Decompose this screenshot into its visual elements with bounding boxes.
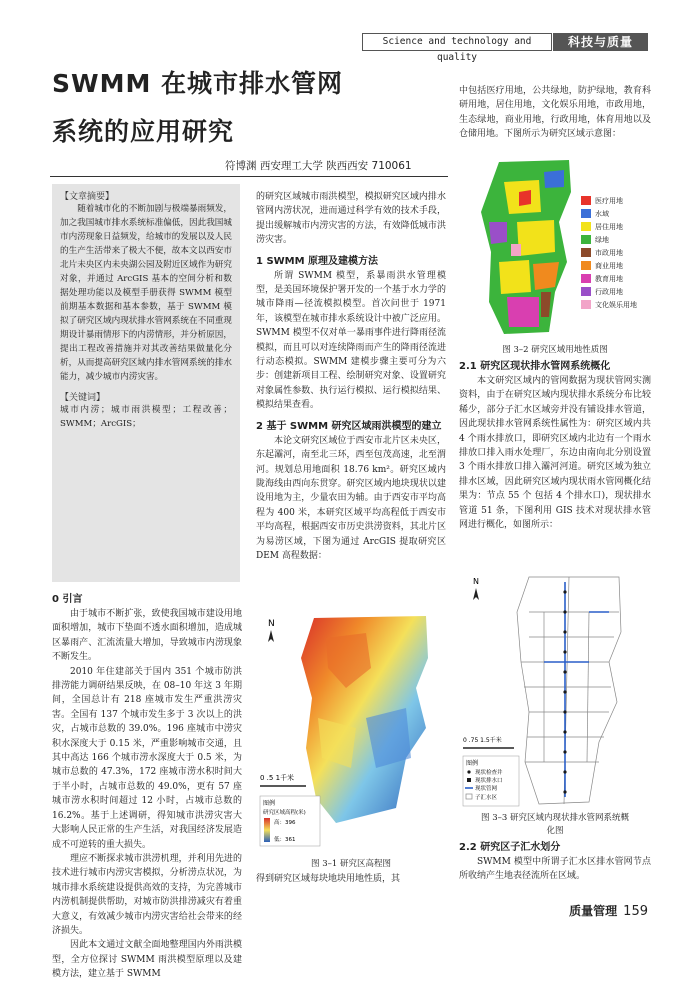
dem-elevation-map [256,598,446,858]
paragraph: 本文研究区域内的管网数据为现状管网实测资料，由于在研究区域内现状排水系统分布比较稀少，部分子汇水区域旁并没有铺设排水管道，因此现状排水管网系统性属性为：研究区域内共 4 个雨水排放口，即研究区域内北边有一个雨水排放口排入雨水处理厂，东边由南向北分别设置 3 个雨水排放口排入灞河河道。研究区域为独立排水区域，因此研究区域内现状雨水管网概化结果为：节点 55 个 包括 4 个排水口)，现状排水管道 51 条，下图利用 GIS 技术对现状排水管网进行概化，如图所示： [459,376,651,531]
land-use-legend-item [581,285,651,298]
legend-label: 医疗用地 [595,196,623,205]
paragraph: SWMM 模型中所谓子汇水区排水管网节点所收纳产生地表径流所在区域。 [459,857,651,882]
legend-subtitle: 研究区域高程(米) [263,810,306,816]
figure-3-3-caption-line-1: 图 3–3 研究区域内现状排水管网系统概 [481,813,629,823]
section-2-1-heading: 2.1 研究区现状排水管网系统概化 [459,361,611,372]
figure-3-1-caption: 图 3–1 研究区高程图 [311,859,391,869]
legend-label: 水域 [595,209,609,218]
page-footer [569,902,648,919]
scale-bar-label: 0 .75 1.5千米 [463,737,502,744]
abstract-box [52,184,240,582]
legend-low: 低：361 [274,837,296,843]
paragraph: 理应不断探求城市洪涝机理，并利用先进的技术进行城市内涝灾害模拟，分析涝点状况，为城市排水系统建设提供高效的支持，为完善城市内涝机制提供帮助，对城市防洪排涝减灾有着重大意义，有效减少城市内涝灾害给社会带来的经济损失。 [52,853,242,936]
legend-label: 市政用地 [595,248,623,257]
legend-swatch [581,222,591,231]
page-number: 159 [623,904,648,919]
footer-label: 质量管理 [569,904,618,918]
title-line-2: 系统的应用研究 [52,117,235,146]
legend-swatch [581,209,591,218]
land-use-legend-item [581,207,651,220]
legend-item: 现状排水口 [475,778,503,784]
paragraph: 所谓 SWMM 模型，系暴雨洪水管理模型，是美国环境保护署开发的一个基于水力学的城市降雨—径流模拟模型。首次问世于 1971 年，该模型在城市排水系统设计中被广泛应用。SWMM 模型不仅对单一暴雨事件进行降雨径流模拟，而且可以对连续降雨而产生的降雨径流进行动态模拟。SWMM 建模步骤主要可分为六步：创建新项目工程、绘制研究对象、设置研究对象属性参数、执行运行模拟、运行模拟结果、模拟结果查看。 [256,270,446,411]
title-line-1: SWMM 在城市排水管网 [52,69,344,98]
legend-swatch [581,300,591,309]
land-use-legend-item [581,233,651,246]
land-use-legend-item [581,298,651,311]
abstract-heading: 【文章摘要】 [60,192,115,202]
column-3-middle [459,357,651,532]
legend-label: 商业用地 [595,261,623,270]
legend-label: 行政用地 [595,287,623,296]
land-use-legend-item [581,246,651,259]
authors: 符博渊 西安理工大学 陕西西安 710061 [225,160,412,172]
land-use-legend-item [581,259,651,272]
land-use-legend-item [581,194,651,207]
column-name: 科技与质量 [553,33,648,51]
section-1-heading: 1 SWMM 原理及建模方法 [256,255,379,267]
legend-swatch [581,235,591,244]
column-3-bottom [459,838,651,884]
paragraph: 得到研究区域每块地块用地性质，其 [256,874,401,884]
land-use-legend [581,194,651,311]
section-0-heading: 0 引言 [52,594,83,605]
legend-swatch [581,287,591,296]
paragraph: 本论文研究区域位于西安市北片区未央区，东起灞河，南至北三环，西至包茂高速，北至渭河。规划总用地面积 18.76 km²。研究区域内陇海线由西向东贯穿。研究区域内地块现状以建设用地为主，少量农田为辅。由于西安市平均高程为 400 米，本研究区域平均高程低于西安市平均高程，根据西安市历史洪涝资料，其北片区为易涝区域，下图为通过 ArcGIS 提取研究区 DEM 高程数据： [256,435,446,561]
legend-high: 高：396 [274,820,296,826]
paragraph: 由于城市不断扩张，致使我国城市建设用地面积增加，城市下垫面不透水面积增加，造成城区暴雨产、汇流流量大增加，导致城市内涝现象不断发生。 [52,609,242,663]
paragraph: 因此本文通过文献全面地整理国内外雨洪模型，全方位探讨 SWMM 雨洪模型原理以及建模方法，建立基于 SWMM [52,940,242,980]
journal-name: Science and technology and quality [362,33,552,51]
section-2-2-heading: 2.2 研究区子汇水划分 [459,842,561,853]
land-use-map [459,152,651,342]
legend-title: 图例 [263,800,276,807]
land-use-legend-item [581,272,651,285]
paragraph: 2010 年住建部关于国内 351 个城市防洪排涝能力调研结果反映，在 08–10 年这 3 年期间，全国总计有 218 座城市发生严重洪涝灾害。全国有 137 个城市发生多于 3 次以上的洪灾，占城市总数的 39.0%。196 座城市中涝灾积水深度大于 0.15 米，严重影响城市交通，且其中高达 166 个城市涝水深度大于 0.5 米，为城市总数的 47.3%，172 座城市涝水积时间大于半小时，占城市总数的 49.0%，更有 57 座城市涝水积时间超过 12 小时，占城市总数的 16.2%。基于上述调研，得知城市洪涝灾害大大影响人民正常的生产生活，对我国经济发展造成不可逆转的重大损失。 [52,666,242,850]
north-arrow: N [473,577,479,586]
pipe-network-map [459,572,651,810]
figure-3-2-caption: 图 3–2 研究区域用地性质图 [502,345,608,355]
abstract-body: 随着城市化的不断加剧与极端暴雨频发，加之我国城市排水系统标准偏低，因此我国城市内涝现象日益频发，给城市的发展以及人民的生产生活带来了极大不便，故本文以西安市北片未央区内未央湖公园及附近区域作为研究对象，并通过 ArcGIS 基本的空间分析和数据处理功能以及模型手册获得 SWMM 模型前期基本数据和基本参数，基于 SWMM 模拟了研究区域内现状排水管网系统在不同重现期设计暴雨情形下的内涝情形，并分析原因，提出工程改善措施并对其改善结果做量化分析，从而提高研究区域内排水管网系统的排水能力，减少城市内涝灾害。 [60,204,232,382]
land-use-legend-item [581,220,651,233]
scale-bar-label: 0 .5 1千米 [260,774,295,782]
column-2 [256,190,446,563]
legend-swatch [581,261,591,270]
legend-label: 教育用地 [595,274,623,283]
keywords-heading: 【关键词】 [60,393,106,403]
legend-swatch [581,248,591,257]
figure-3-3-caption-line-2: 化图 [546,826,564,836]
legend-swatch [581,196,591,205]
dem-map-graphic [256,598,446,858]
title-rule [50,176,448,177]
legend-label: 文化娱乐用地 [595,300,637,309]
north-arrow: N [268,619,275,629]
legend-item: 子汇水区 [475,795,498,801]
legend-item: 现状检查井 [475,770,503,776]
legend-title: 图例 [466,760,479,767]
paragraph: 中包括医疗用地，公共绿地，防护绿地，教育科研用地，居住用地，文化娱乐用地，市政用地，生态绿地，商业用地，行政用地，体育用地以及仓储用地。下图所示为研究区域示意图： [459,86,651,140]
pipe-network-graphic [459,572,651,810]
paragraph: 的研究区域城市雨洪模型，模拟研究区域内排水管网内涝状况，进而通过科学有效的技术手段，提出缓解城市内涝灾害的方法，有效降低城市洪涝灾害。 [256,192,446,246]
legend-swatch [581,274,591,283]
legend-label: 绿地 [595,235,609,244]
keywords-body: 城市内涝；城市雨洪模型；工程改善；SWMM；ArcGIS； [60,405,232,429]
column-1 [52,586,242,982]
legend-item: 现状管网 [475,786,498,792]
section-2-heading: 2 基于 SWMM 研究区域雨洪模型的建立 [256,420,442,432]
column-3-top [459,84,651,142]
legend-label: 居住用地 [595,222,623,231]
